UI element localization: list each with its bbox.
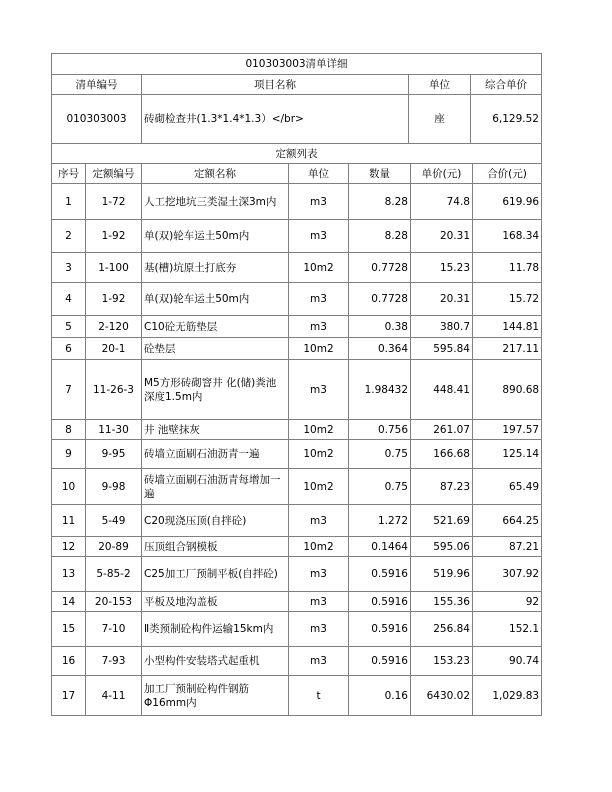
bill-title: 010303003清单详细: [52, 54, 542, 75]
bill-unit: 座: [409, 95, 471, 144]
col-total-price: 合价(元): [473, 164, 542, 184]
row-unit-price: 153.23: [411, 647, 473, 676]
row-quota-code: 7-93: [86, 647, 142, 676]
table-row: [52, 420, 542, 440]
col-seq: 序号: [52, 164, 86, 184]
row-quantity: 0.75: [349, 440, 411, 469]
row-unit-price: 20.31: [411, 220, 473, 253]
row-unit: m3: [289, 612, 349, 647]
bill-code: 010303003: [52, 95, 142, 144]
row-quantity: 1.272: [349, 505, 411, 537]
table-row: [52, 537, 542, 557]
row-quota-name: C25加工厂预制平板(自拌砼): [142, 557, 289, 592]
bill-detail-table: [51, 53, 542, 144]
row-unit: m3: [289, 505, 349, 537]
row-total-price: 168.34: [473, 220, 542, 253]
row-quota-name: 砖墙立面刷石油沥青每增加一遍: [142, 469, 289, 505]
row-unit-price: 74.8: [411, 184, 473, 220]
row-seq: 7: [52, 360, 86, 420]
row-quota-code: 11-30: [86, 420, 142, 440]
row-quota-code: 1-100: [86, 253, 142, 283]
row-total-price: 125.14: [473, 440, 542, 469]
row-quota-name: 压顶组合钢模板: [142, 537, 289, 557]
row-total-price: 11.78: [473, 253, 542, 283]
row-seq: 9: [52, 440, 86, 469]
row-unit-price: 521.69: [411, 505, 473, 537]
row-quota-name: 平板及地沟盖板: [142, 592, 289, 612]
row-unit: m3: [289, 592, 349, 612]
row-quantity: 0.5916: [349, 557, 411, 592]
row-total-price: 197.57: [473, 420, 542, 440]
row-quota-code: 5-49: [86, 505, 142, 537]
row-unit: 10m2: [289, 420, 349, 440]
row-quota-code: 20-1: [86, 338, 142, 360]
row-seq: 4: [52, 283, 86, 316]
row-total-price: 15.72: [473, 283, 542, 316]
row-quota-code: 9-98: [86, 469, 142, 505]
row-unit-price: 15.23: [411, 253, 473, 283]
row-seq: 13: [52, 557, 86, 592]
row-total-price: 619.96: [473, 184, 542, 220]
row-quantity: 0.5916: [349, 592, 411, 612]
row-quota-code: 20-89: [86, 537, 142, 557]
row-seq: 14: [52, 592, 86, 612]
row-unit: 10m2: [289, 537, 349, 557]
row-quota-code: 2-120: [86, 316, 142, 338]
row-unit: m3: [289, 360, 349, 420]
table-row: [52, 592, 542, 612]
table-row: [52, 676, 542, 716]
row-total-price: 1,029.83: [473, 676, 542, 716]
row-total-price: 307.92: [473, 557, 542, 592]
row-quota-name: 砖墙立面刷石油沥青一遍: [142, 440, 289, 469]
table-row: [52, 338, 542, 360]
table-row: [52, 184, 542, 220]
row-quota-code: 1-92: [86, 283, 142, 316]
row-quota-name: 单(双)轮车运土50m内: [142, 220, 289, 253]
col-item-name: 项目名称: [142, 75, 409, 95]
row-unit: m3: [289, 184, 349, 220]
row-total-price: 65.49: [473, 469, 542, 505]
row-seq: 2: [52, 220, 86, 253]
row-quantity: 8.28: [349, 184, 411, 220]
row-quantity: 0.75: [349, 469, 411, 505]
table-row: [52, 505, 542, 537]
row-total-price: 217.11: [473, 338, 542, 360]
row-unit-price: 380.7: [411, 316, 473, 338]
row-unit: m3: [289, 647, 349, 676]
row-quantity: 0.364: [349, 338, 411, 360]
row-quota-name: 单(双)轮车运土50m内: [142, 283, 289, 316]
row-total-price: 87.21: [473, 537, 542, 557]
row-seq: 10: [52, 469, 86, 505]
row-unit-price: 166.68: [411, 440, 473, 469]
row-quota-code: 4-11: [86, 676, 142, 716]
row-seq: 11: [52, 505, 86, 537]
row-quantity: 0.756: [349, 420, 411, 440]
row-quota-code: 11-26-3: [86, 360, 142, 420]
col-bill-code: 清单编号: [52, 75, 142, 95]
row-total-price: 144.81: [473, 316, 542, 338]
col-unit-price: 单价(元): [411, 164, 473, 184]
row-seq: 1: [52, 184, 86, 220]
row-quota-code: 9-95: [86, 440, 142, 469]
row-total-price: 664.25: [473, 505, 542, 537]
row-unit-price: 256.84: [411, 612, 473, 647]
row-quota-code: 1-92: [86, 220, 142, 253]
row-quota-name: 砼垫层: [142, 338, 289, 360]
row-total-price: 152.1: [473, 612, 542, 647]
row-seq: 17: [52, 676, 86, 716]
row-unit-price: 519.96: [411, 557, 473, 592]
row-seq: 6: [52, 338, 86, 360]
row-quota-code: 7-10: [86, 612, 142, 647]
table-row: [52, 612, 542, 647]
bill-item-name: 砖砌检查井(1.3*1.4*1.3）</br>: [142, 95, 409, 144]
row-unit-price: 87.23: [411, 469, 473, 505]
row-unit: m3: [289, 316, 349, 338]
row-quantity: 1.98432: [349, 360, 411, 420]
row-unit: 10m2: [289, 469, 349, 505]
row-total-price: 890.68: [473, 360, 542, 420]
row-unit-price: 261.07: [411, 420, 473, 440]
row-quantity: 0.16: [349, 676, 411, 716]
row-quantity: 0.1464: [349, 537, 411, 557]
row-seq: 5: [52, 316, 86, 338]
table-row: [52, 469, 542, 505]
row-unit: m3: [289, 557, 349, 592]
row-quantity: 0.38: [349, 316, 411, 338]
row-quota-name: C10砼无筋垫层: [142, 316, 289, 338]
row-unit-price: 448.41: [411, 360, 473, 420]
row-seq: 3: [52, 253, 86, 283]
row-quota-name: Ⅱ类预制砼构件运输15km内: [142, 612, 289, 647]
row-quota-name: 人工挖地坑三类湿土深3m内: [142, 184, 289, 220]
row-seq: 8: [52, 420, 86, 440]
row-unit: 10m2: [289, 253, 349, 283]
col-composite-price: 综合单价: [471, 75, 542, 95]
row-quota-name: 井 池壁抹灰: [142, 420, 289, 440]
col-quantity: 数量: [349, 164, 411, 184]
col-quota-name: 定额名称: [142, 164, 289, 184]
row-unit: 10m2: [289, 440, 349, 469]
bill-composite-price: 6,129.52: [471, 95, 542, 144]
row-seq: 15: [52, 612, 86, 647]
col-quota-code: 定额编号: [86, 164, 142, 184]
col-quota-unit: 单位: [289, 164, 349, 184]
table-row: [52, 316, 542, 338]
row-unit-price: 6430.02: [411, 676, 473, 716]
row-unit-price: 595.84: [411, 338, 473, 360]
row-unit-price: 20.31: [411, 283, 473, 316]
row-quantity: 8.28: [349, 220, 411, 253]
row-quota-code: 5-85-2: [86, 557, 142, 592]
row-quota-code: 20-153: [86, 592, 142, 612]
quota-title: 定额列表: [52, 144, 542, 164]
row-quantity: 0.5916: [349, 647, 411, 676]
table-row: [52, 440, 542, 469]
row-quota-code: 1-72: [86, 184, 142, 220]
table-row: [52, 557, 542, 592]
row-quantity: 0.5916: [349, 612, 411, 647]
row-unit-price: 155.36: [411, 592, 473, 612]
row-unit-price: 595.06: [411, 537, 473, 557]
row-total-price: 92: [473, 592, 542, 612]
row-unit: m3: [289, 220, 349, 253]
table-row: [52, 220, 542, 253]
row-unit: t: [289, 676, 349, 716]
row-unit: 10m2: [289, 338, 349, 360]
row-quota-name: C20现浇压顶(自拌砼): [142, 505, 289, 537]
table-row: [52, 283, 542, 316]
row-seq: 16: [52, 647, 86, 676]
table-row: [52, 647, 542, 676]
row-unit: m3: [289, 283, 349, 316]
row-quota-name: M5方形砖砌窨井 化(储)粪池深度1.5m内: [142, 360, 289, 420]
col-unit: 单位: [409, 75, 471, 95]
row-total-price: 90.74: [473, 647, 542, 676]
row-quantity: 0.7728: [349, 253, 411, 283]
row-quota-name: 加工厂预制砼构件钢筋Φ16mm内: [142, 676, 289, 716]
row-quota-name: 小型构件安装塔式起重机: [142, 647, 289, 676]
table-row: [52, 360, 542, 420]
quota-table: [51, 143, 542, 716]
row-quota-name: 基(槽)坑原土打底夯: [142, 253, 289, 283]
row-seq: 12: [52, 537, 86, 557]
row-quantity: 0.7728: [349, 283, 411, 316]
table-row: [52, 253, 542, 283]
